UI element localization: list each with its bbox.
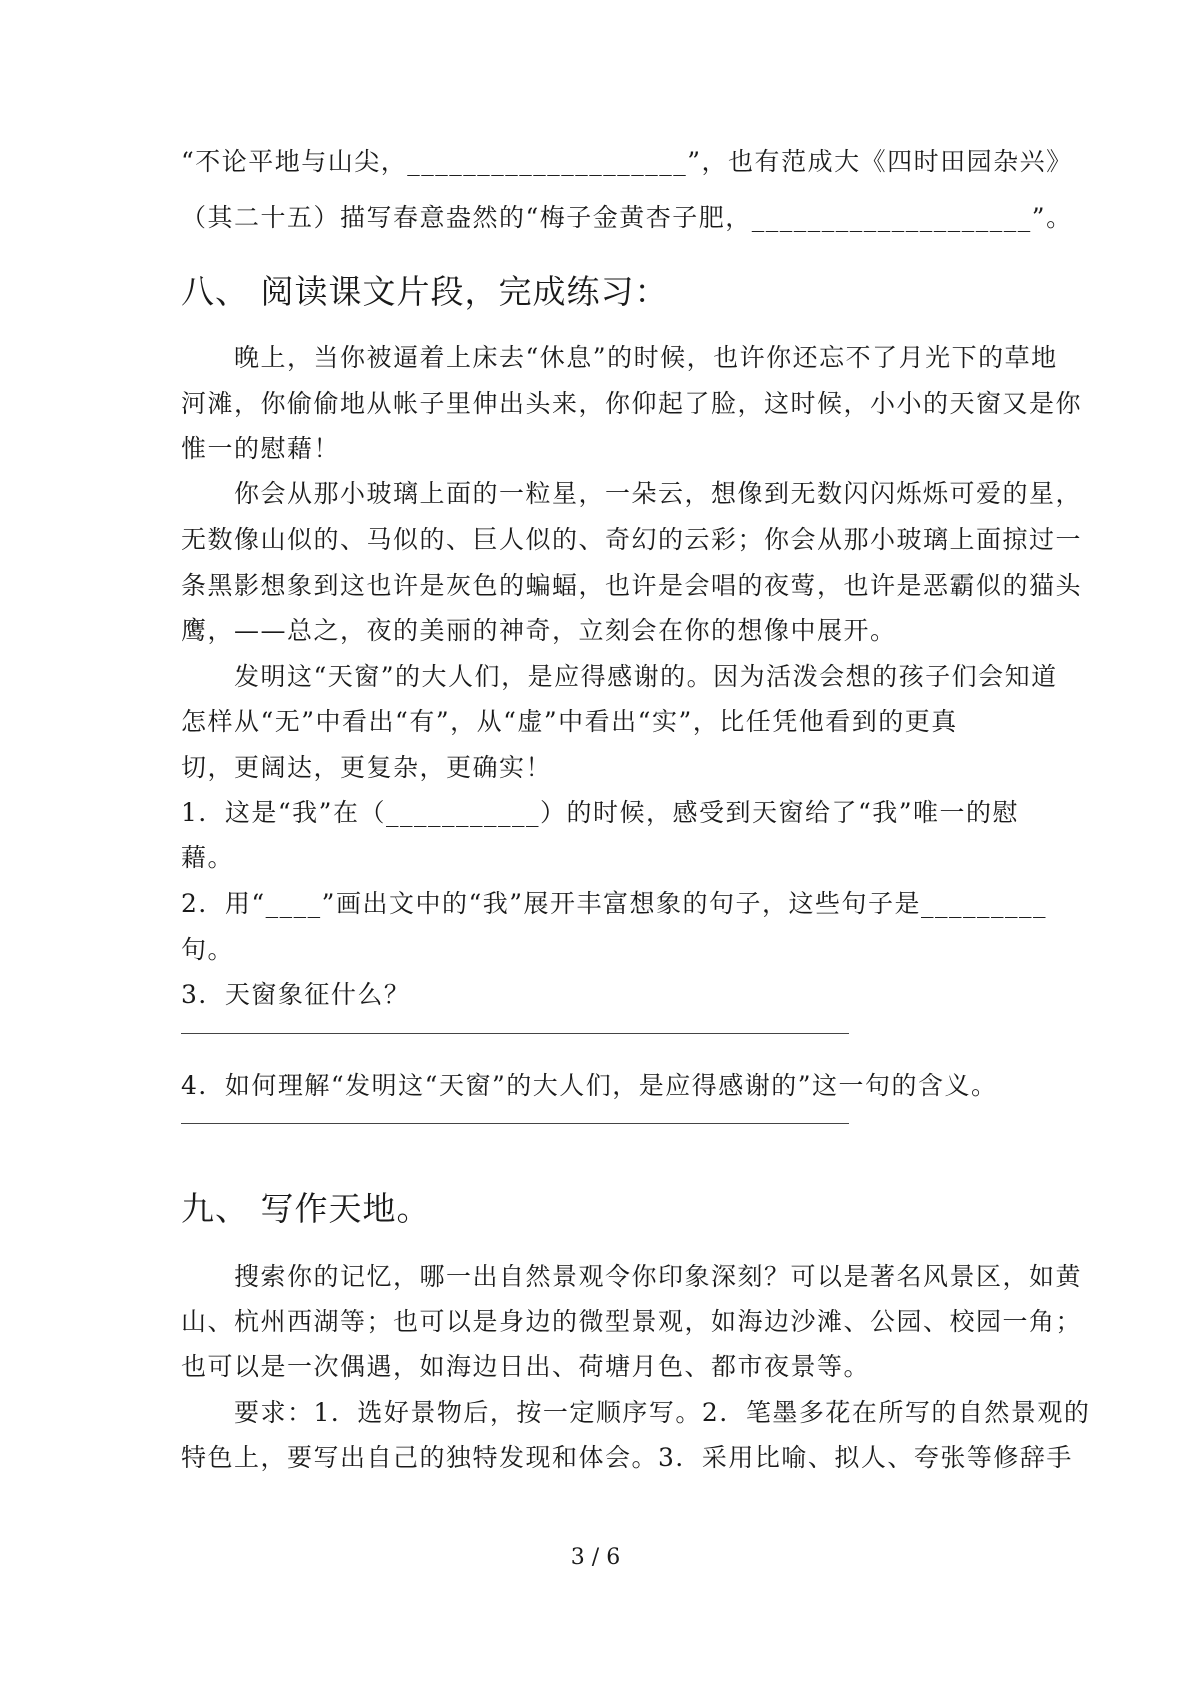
passage-line: 切，更阔达，更复杂，更确实！ [181, 753, 553, 782]
passage-line: 河滩，你偷偷地从帐子里伸出头来，你仰起了脸，这时候，小小的天窗又是你 [181, 389, 1083, 418]
answer-line-4 [181, 1123, 849, 1124]
passage-line: 条黑影想象到这也许是灰色的蝙蝠，也许是会唱的夜莺，也许是恶霸似的猫头 [181, 571, 1083, 600]
writing-prompt-line: 搜索你的记忆，哪一出自然景观令你印象深刻？可以是著名风景区，如黄 [181, 1262, 1083, 1291]
question-2-continued: 句。 [181, 935, 235, 964]
passage-line: 惟一的慰藉！ [181, 434, 341, 463]
page-number: 3 / 6 [570, 1545, 621, 1570]
writing-requirement-line: 特色上，要写出自己的独特发现和体会。3．采用比喻、拟人、夸张等修辞手 [181, 1443, 1073, 1472]
answer-line-3 [181, 1033, 849, 1034]
passage-line: 你会从那小玻璃上面的一粒星，一朵云，想像到无数闪闪烁烁可爱的星， [181, 479, 1083, 508]
question-4: 4．如何理解“发明这“天窗”的大人们，是应得感谢的”这一句的含义。 [181, 1071, 998, 1100]
section-9-heading: 九、 写作天地。 [181, 1189, 431, 1228]
question-3: 3．天窗象征什么？ [181, 980, 411, 1009]
writing-requirement-line: 要求：1．选好景物后，按一定顺序写。2．笔墨多花在所写的自然景观的 [181, 1398, 1091, 1427]
passage-line: 无数像山似的、马似的、巨人似的、奇幻的云彩；你会从那小玻璃上面掠过一 [181, 525, 1083, 554]
question-1: 1．这是“我”在（___________）的时候，感受到天窗给了“我”唯一的慰 [181, 798, 1020, 827]
passage-line: 怎样从“无”中看出“有”，从“虚”中看出“实”，比任凭他看到的更真 [181, 707, 958, 736]
question-2: 2．用“____”画出文中的“我”展开丰富想象的句子，这些句子是_________ [181, 889, 1048, 918]
writing-prompt-line: 也可以是一次偶遇，如海边日出、荷塘月色、都市夜景等。 [181, 1352, 871, 1381]
section-8-heading: 八、 阅读课文片段，完成练习： [181, 272, 669, 311]
passage-line: 发明这“天窗”的大人们，是应得感谢的。因为活泼会想的孩子们会知道 [181, 662, 1058, 691]
writing-prompt-line: 山、杭州西湖等；也可以是身边的微型景观，如海边沙滩、公园、校园一角； [181, 1307, 1083, 1336]
passage-line: 鹰，——总之，夜的美丽的神奇，立刻会在你的想像中展开。 [181, 616, 897, 645]
intro-line: （其二十五）描写春意盎然的“梅子金黄杏子肥，____________________”。 [181, 203, 1073, 232]
passage-line: 晚上，当你被逼着上床去“休息”的时候，也许你还忘不了月光下的草地 [181, 343, 1058, 372]
intro-line: “不论平地与山尖，____________________”，也有范成大《四时田园杂兴》 [181, 147, 1073, 176]
question-1-continued: 藉。 [181, 843, 235, 872]
